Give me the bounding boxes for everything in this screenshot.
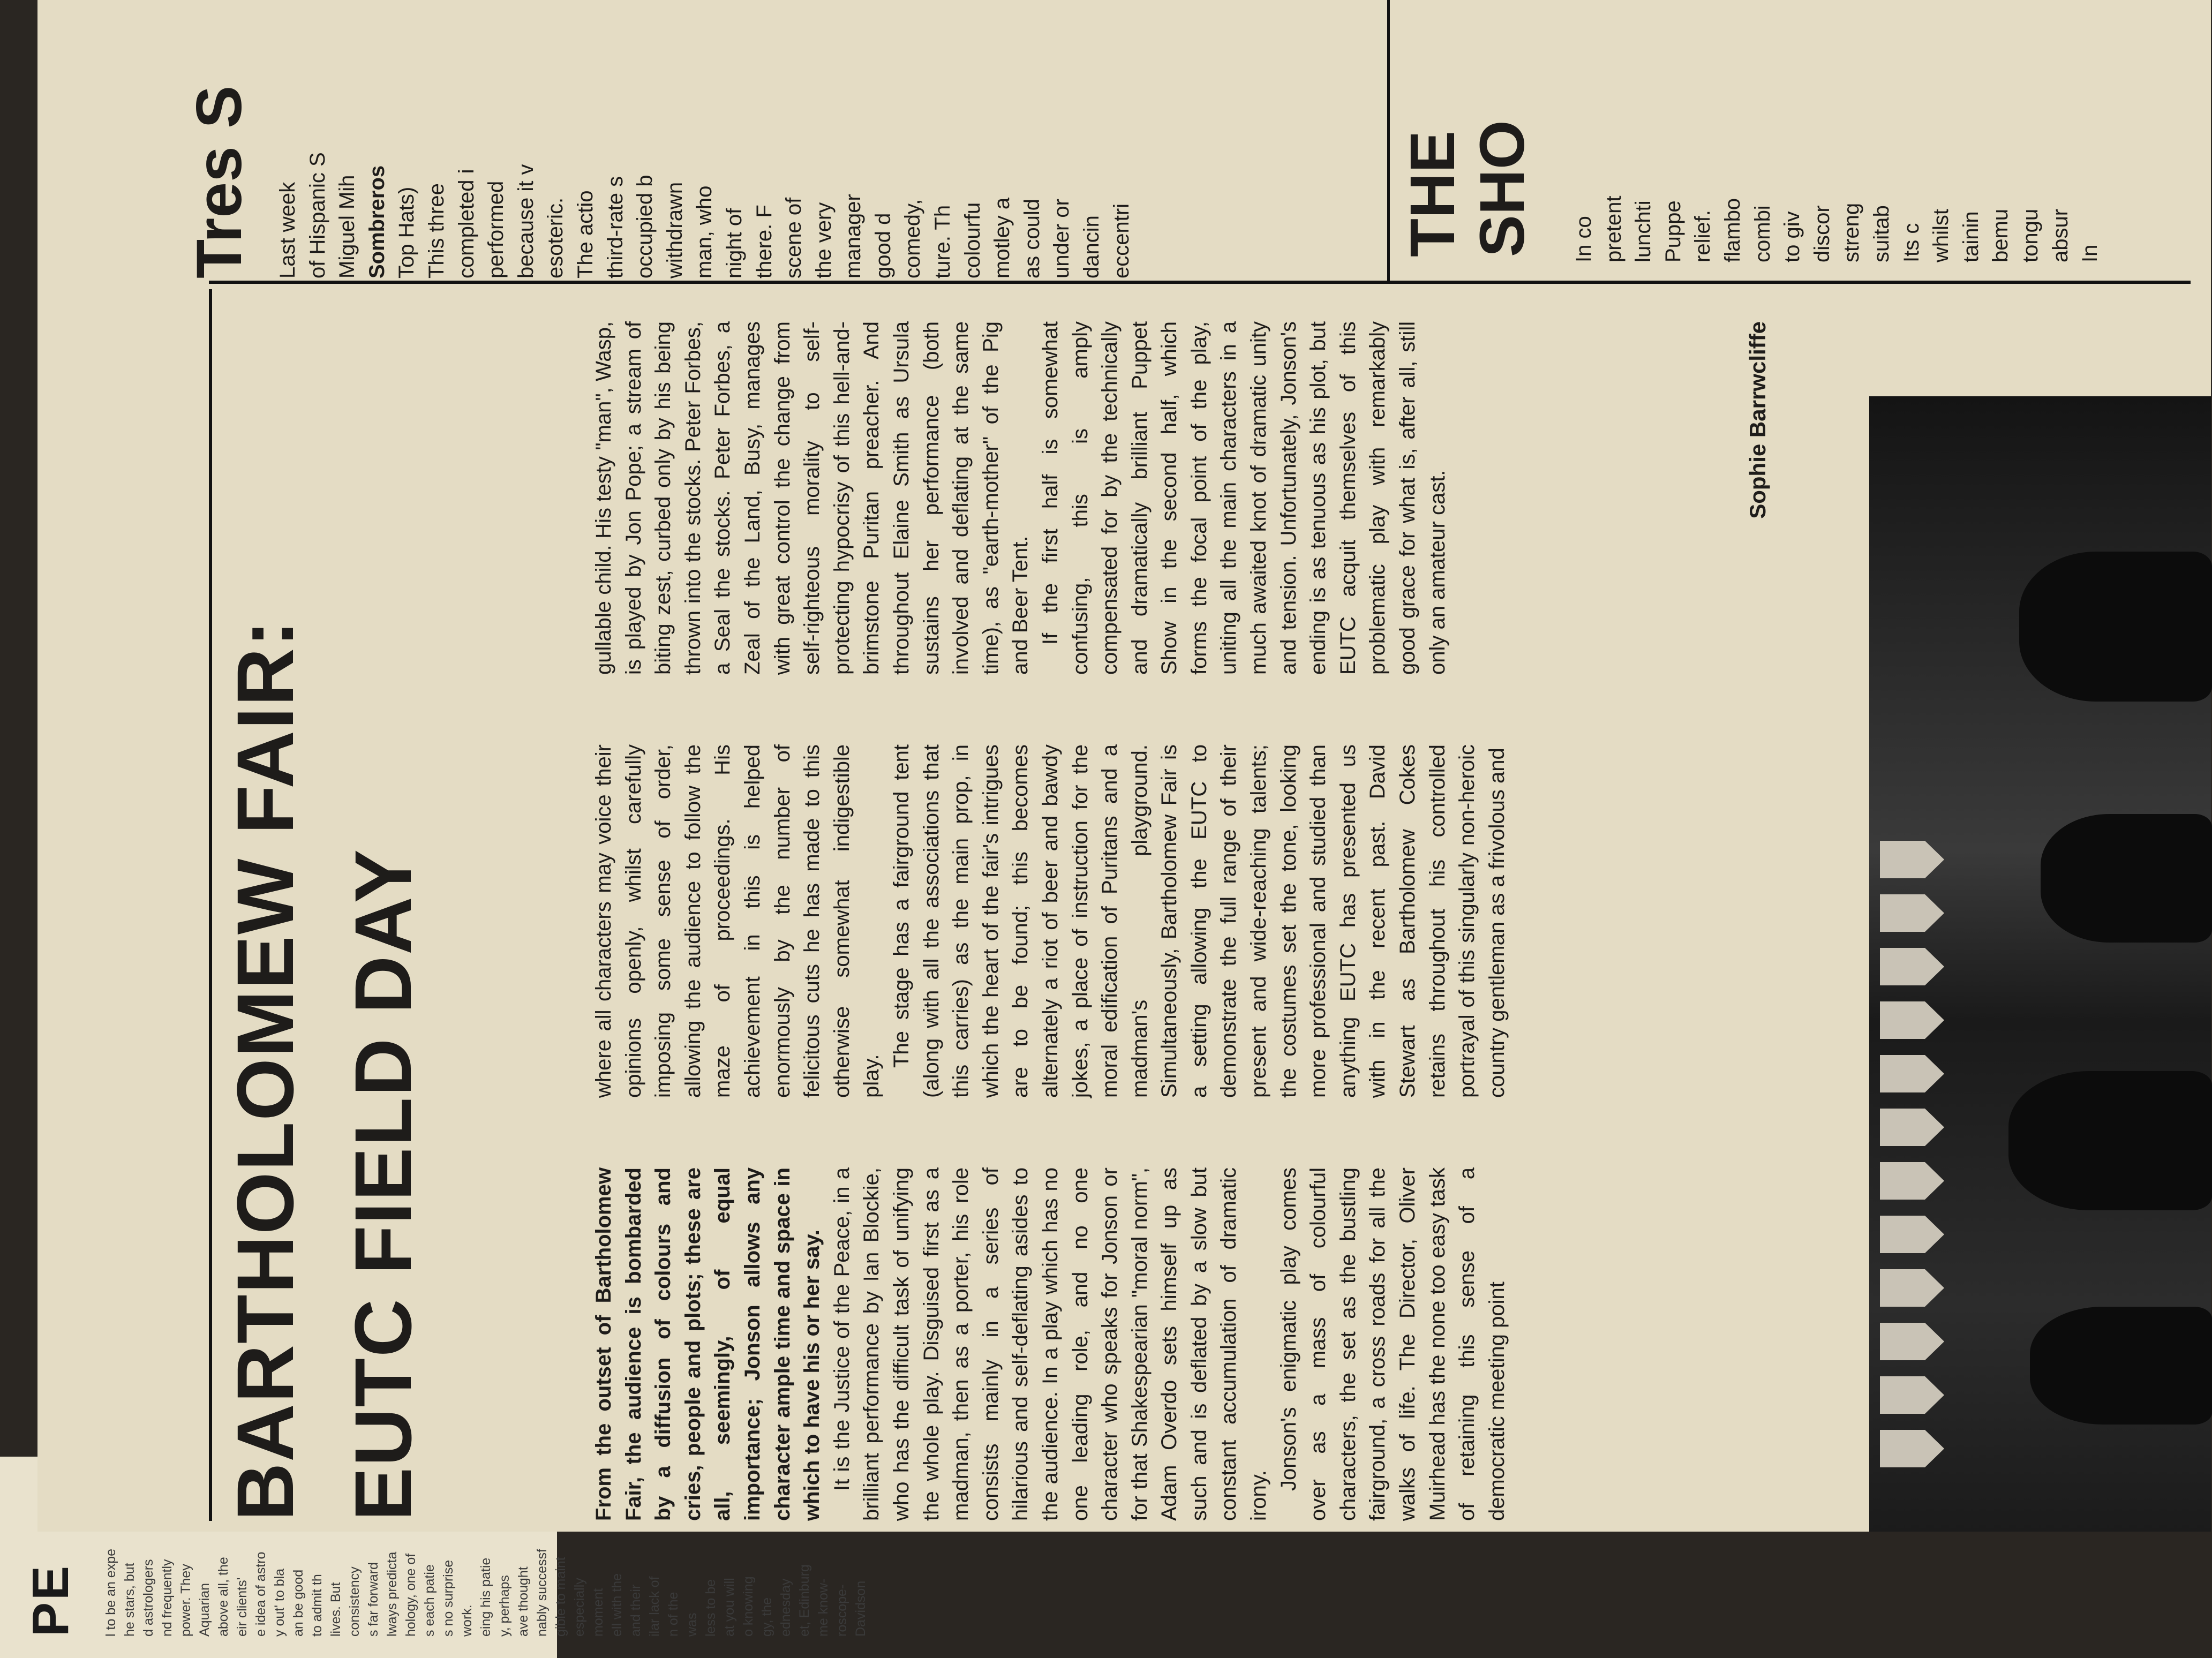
text-line: tainin — [1959, 211, 1983, 262]
text-line: absur — [2048, 208, 2072, 262]
text-line: s each patie — [422, 1564, 437, 1637]
paragraph — [589, 744, 887, 1098]
paragraph — [827, 1167, 1274, 1521]
text-line: to giv — [1780, 211, 1804, 262]
magazine-page — [37, 0, 2211, 1532]
text-line: Aquarian — [197, 1582, 212, 1637]
text-line: e idea of astro — [253, 1551, 268, 1637]
headline: BARTHOLOMEW FAIR: — [220, 619, 310, 1521]
text-line: ilar lack of — [647, 1576, 662, 1637]
text-line: ave thought — [516, 1566, 531, 1637]
paragraph-text: The stage has a fairground tent (along with all the associations that this carries) as the main prop, in which the heart of the fair's intrigues are to be found; this becomes alternately a riot of beer and bawdy jokes, a place of instruction for the moral edification of Puritans and a madman's playground. Simultaneously, Bartholomew Fair is a setting allowing the EUTC to demonstrate the full range of their present and wide-reaching talents; the costumes set the tone, looking more professional and studied than anything EUTC has presented us with in the recent past. David Stewart as Bartholomew Cokes retains throughout his controlled portrayal of this singularly non-heroic country gentleman as a frivolous and — [889, 744, 1509, 1098]
text-line: Last week — [276, 182, 299, 278]
subheadline: EUTC FIELD DAY — [338, 848, 428, 1521]
text-line: withdrawn — [663, 182, 687, 278]
text-line: especially — [572, 1578, 587, 1637]
text-line: gy, the — [759, 1597, 774, 1637]
text-line: In — [2078, 244, 2102, 262]
text-line: o knowing — [741, 1576, 756, 1637]
byline: Sophie Barrwcliffe — [1745, 321, 1770, 519]
text-line: y out' to bla — [272, 1568, 287, 1637]
text-line: n of the — [666, 1592, 681, 1637]
text-line: work. — [460, 1604, 475, 1637]
paragraph-text: gullable child. His testy "man", Wasp, is played by Jon Pope; a stream of biting zest, curbed only by his being thrown into the stocks. Peter Forbes, a Seal the stocks. Peter Forbes, a Zeal of the Land, Busy, manages with great control the change from self-righteous morality to self-protecting hypocrisy of this hell-and-brimstone Puritan preacher. And throughout Elaine Smith as Ursula sustains her performance (both involved and deflating at the same time), as "earth-mother" of the Pig and Beer Tent. — [592, 321, 1033, 675]
text-line: comedy, — [901, 199, 925, 278]
text-line: colourfu — [960, 202, 984, 278]
paragraph — [887, 744, 1512, 1098]
paragraph — [1036, 321, 1453, 675]
text-line: an be good — [291, 1569, 306, 1637]
text-line: eir clients' — [235, 1577, 250, 1637]
top-rule — [209, 289, 212, 1521]
text-line: eing his patie — [478, 1557, 493, 1637]
text-line: Miguel Mih — [335, 175, 359, 278]
side-article-2-text — [1569, 0, 2158, 262]
text-line: The actio — [573, 190, 597, 278]
text-line: flambo — [1720, 198, 1744, 262]
text-line: and their — [628, 1584, 643, 1637]
article-column-1 — [589, 1167, 1703, 1521]
text-line: d astrologers — [141, 1559, 156, 1637]
lead-paragraph: From the outset of Bartholomew Fair, the audience is bombarded by a diffusion of colours and cries, people and plots; these are all, seemingly, of equal importance; Jonson allows any character ample time and space in which to have his or her say. — [592, 1167, 824, 1521]
production-photo — [1869, 396, 2211, 1532]
paragraph-text: Jonson's enigmatic play comes over as a mass of colourful characters, the set as the bustling fairground, a cross roads for all the walks of life. The Director, Oliver Muirhead has the none too easy task of retaining this sense of a democratic meeting point — [1276, 1167, 1509, 1521]
text-line: This three — [424, 183, 448, 278]
text-line: night of — [722, 208, 746, 278]
text-line: occupied b — [633, 175, 657, 278]
paragraph — [1274, 1167, 1513, 1521]
text-line: roscope- — [834, 1584, 849, 1637]
text-line: y, perhaps — [497, 1575, 512, 1637]
paragraph-text: If the first half is somewhat confusing, this is amply compensated for by the technically and dramatically brilliant Puppet Show in the second half, which forms the focal point of the play, uniting all the main characters in a much awaited knot of dramatic unity and tension. Unfortunately, Jonson's ending is as tenuous as his plot, but EUTC acquit themselves of this problematic play with remarkably good grace for what is, after all, still only an amateur cast. — [1038, 321, 1449, 675]
text-line: third-rate s — [603, 176, 627, 278]
text-line: ture. Th — [931, 205, 955, 278]
text-line: bemu — [1989, 208, 2013, 262]
article-column-3 — [589, 321, 1449, 675]
text-line: Davidson — [853, 1580, 868, 1637]
text-line: tongu — [2018, 208, 2042, 262]
text-line: lways predicta — [385, 1551, 400, 1637]
text-line: streng — [1840, 202, 1864, 262]
text-line: completed i — [454, 169, 478, 278]
column-divider — [209, 281, 2191, 284]
text-line: less to be — [703, 1579, 718, 1637]
text-line: s no surprise — [441, 1559, 456, 1637]
text-line: hology, one of — [403, 1553, 418, 1637]
side-article-2-title-line2: SHO — [1467, 120, 1538, 257]
text-line: moment — [591, 1588, 606, 1637]
rotated-page-content — [37, 0, 2211, 1532]
text-line: because it v — [514, 164, 538, 278]
text-line: power. They — [178, 1564, 193, 1637]
paragraph-text: It is the Justice of the Peace, in a brilliant performance by Ian Blockie, who has the difficult task of unifying the whole play. Disguised first as a madman, then as a porter, his role consists mainly in a series of hilarious and self-deflating asides to the audience. In a play which has no one leading role, and no one character who speaks for Jonson or for that Shakespearian "moral norm", Adam Overdo sets himself up as such and is deflated by a slow but constant accumulation of dramatic irony. — [830, 1167, 1271, 1521]
text-line: there. F — [752, 205, 776, 278]
side-article-2-title-line1: THE — [1397, 131, 1468, 257]
text-line: whilst — [1929, 208, 1953, 262]
text-line: under or — [1050, 199, 1074, 278]
text-line: gible to maint — [553, 1557, 568, 1637]
text-line: of Hispanic S — [305, 152, 329, 278]
text-line: lives. But — [328, 1582, 343, 1637]
text-line: et, Edinburg — [797, 1564, 812, 1637]
text-line: scene of — [782, 197, 806, 278]
text-line: manager — [841, 194, 866, 278]
paragraph — [589, 1167, 827, 1521]
text-line: above all, the — [216, 1557, 231, 1637]
text-line: ell with the — [610, 1573, 625, 1637]
text-line: nably successf — [535, 1549, 550, 1637]
text-line: relief. — [1691, 210, 1715, 262]
text-line: pretent — [1601, 195, 1626, 262]
text-line: Top Hats) — [395, 186, 419, 278]
text-line: he stars, but — [122, 1563, 137, 1637]
article-column-2 — [589, 744, 1703, 1098]
text-line: nd frequently — [160, 1559, 175, 1637]
text-line: ednesday — [778, 1578, 793, 1637]
side-article-2-title — [1398, 0, 1537, 257]
text-line: combi — [1750, 205, 1774, 262]
text-line: suitab — [1869, 205, 1893, 262]
text-line: performed — [484, 180, 508, 278]
text-line: the very — [811, 202, 836, 278]
paragraph-text: where all characters may voice their opinions openly, whilst carefully imposing some sense of order, allowing the audience to follow the maze of proceedings. His achievement in this is helped enormously by the number of felicitous cuts he has made to this otherwise somewhat indigestible play. — [592, 744, 884, 1098]
text-line: In co — [1572, 216, 1596, 262]
text-line: good d — [871, 213, 895, 278]
text-line: discor — [1810, 205, 1834, 262]
text-line: man, who — [693, 185, 717, 278]
text-line: Its c — [1899, 223, 1923, 262]
text-line: at you will — [722, 1578, 737, 1637]
paragraph — [589, 321, 1036, 675]
left-page-heading: PE — [22, 1563, 79, 1637]
text-line: Puppe — [1661, 200, 1685, 262]
text-line: eccentri — [1109, 203, 1133, 278]
text-line: motley a — [990, 197, 1014, 278]
text-line: lunchti — [1631, 200, 1656, 262]
text-line: esoteric. — [544, 197, 568, 278]
side-article-title: Tres S — [183, 85, 255, 278]
text-line: was — [684, 1612, 699, 1637]
text-line: s far forward — [366, 1562, 381, 1637]
text-line: as could — [1020, 199, 1044, 278]
text-line: Sombreros — [365, 165, 389, 278]
text-line: dancin — [1080, 215, 1104, 278]
text-line: me know- — [816, 1578, 831, 1637]
text-line: l to be an expe — [103, 1548, 118, 1637]
text-line: to admit th — [310, 1574, 325, 1637]
text-line: consistency — [347, 1566, 362, 1637]
